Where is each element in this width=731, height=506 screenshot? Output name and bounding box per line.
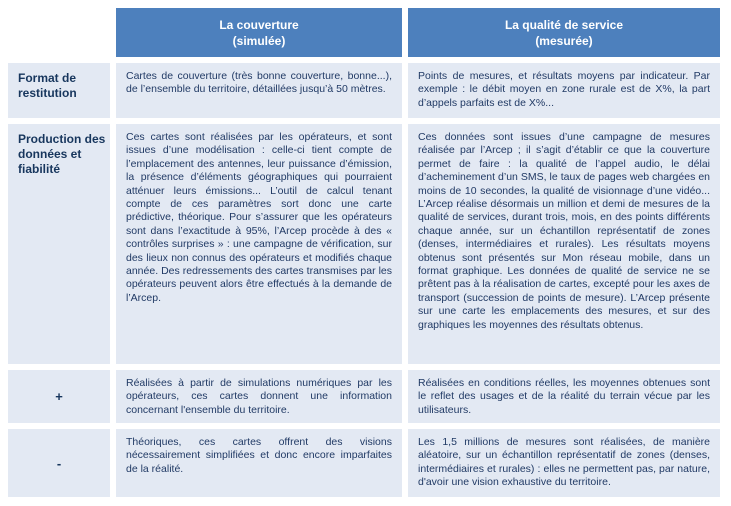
row-label-plus: + <box>8 370 110 423</box>
row-label-production-donnees-fiabilite: Production des données et fiabilité <box>8 124 110 364</box>
header-cell-quality <box>408 8 720 57</box>
coverage-vs-quality-table <box>8 8 720 497</box>
cell-minus-coverage: Théoriques, ces cartes offrent des visions nécessairement simplifiées et donc encore imparfaites de la réalité. <box>116 429 402 497</box>
header-quality-subtitle: (mesurée) <box>535 34 593 48</box>
header-quality-title: La qualité de service <box>504 18 624 32</box>
cell-plus-quality: Réalisées en conditions réelles, les moyennes obtenues sont le reflet des usages et de la réalité du terrain vécue par les utilisateurs. <box>408 370 720 423</box>
header-coverage-title: La couverture <box>219 18 299 32</box>
cell-production-quality: Ces données sont issues d’une campagne de mesures réalisée par l’Arcep ; il s’agit d’établir ce que la couverture permet de faire : la qualité de l’appel audio, le délai d’acheminement d’un SMS, le taux de pages web chargées en moins de 10 secondes, la qualité de visionnage d’une vidéo... L’Arcep réalise désormais un million et demi de mesures de la qualité de services, durant trois, mois, en des points différents chaque année, sur un échantillon représentatif de zones (denses, intermédiaires et rurales). Les résultats moyens obtenus sont présentés sur Mon réseau mobile, dans un format graphique. Les données de qualité de service ne se prêtent pas à la réalisation de cartes, excepté pour les axes de transport (succession de points de mesure). L’Arcep présente sur une carte les emplacements des mesures, et sur des graphiques les moyennes des résultats obtenus. <box>408 124 720 364</box>
header-cell-coverage <box>116 8 402 57</box>
cell-production-coverage: Ces cartes sont réalisées par les opérateurs, et sont issues d’une modélisation : celle-ci tient compte de l’emplacement des antennes, leur puissance d’émission, la présence d’éléments géographiques qui pourraient atténuer leurs émissions... L’outil de calcul tenant compte de ces paramètres sort donc une carte prédictive, théorique. Pour s’assurer que les opérateurs sont dans l’exactitude à 95%, l’Arcep procède à des « contrôles surprises » : une campagne de vérification, sur des lieux non connus des opérateurs et modifiés chaque année. Des redressements des cartes transmises par les opérateurs peuvent alors être effectués à la demande de l’Arcep. <box>116 124 402 364</box>
cell-minus-quality: Les 1,5 millions de mesures sont réalisées, de manière aléatoire, sur un échantillon représentatif de zones (denses, intermédiaires et rurales) : elles ne permettent pas, par nature, d'avoir une vision exhaustive du territoire. <box>408 429 720 497</box>
header-coverage-subtitle: (simulée) <box>232 34 286 48</box>
cell-plus-coverage: Réalisées à partir de simulations numériques par les opérateurs, ces cartes donnent une information concernant l'ensemble du territoire. <box>116 370 402 423</box>
cell-format-coverage: Cartes de couverture (très bonne couverture, bonne...), de l’ensemble du territoire, détaillées jusqu’à 50 mètres. <box>116 63 402 118</box>
row-label-minus: - <box>8 429 110 497</box>
table-corner-empty-cell <box>8 8 110 57</box>
row-label-format-de-restitution: Format de restitution <box>8 63 110 118</box>
cell-format-quality: Points de mesures, et résultats moyens par indicateur. Par exemple : le débit moyen en zone rurale est de X%, la part d’appels parfaits est de X%... <box>408 63 720 118</box>
